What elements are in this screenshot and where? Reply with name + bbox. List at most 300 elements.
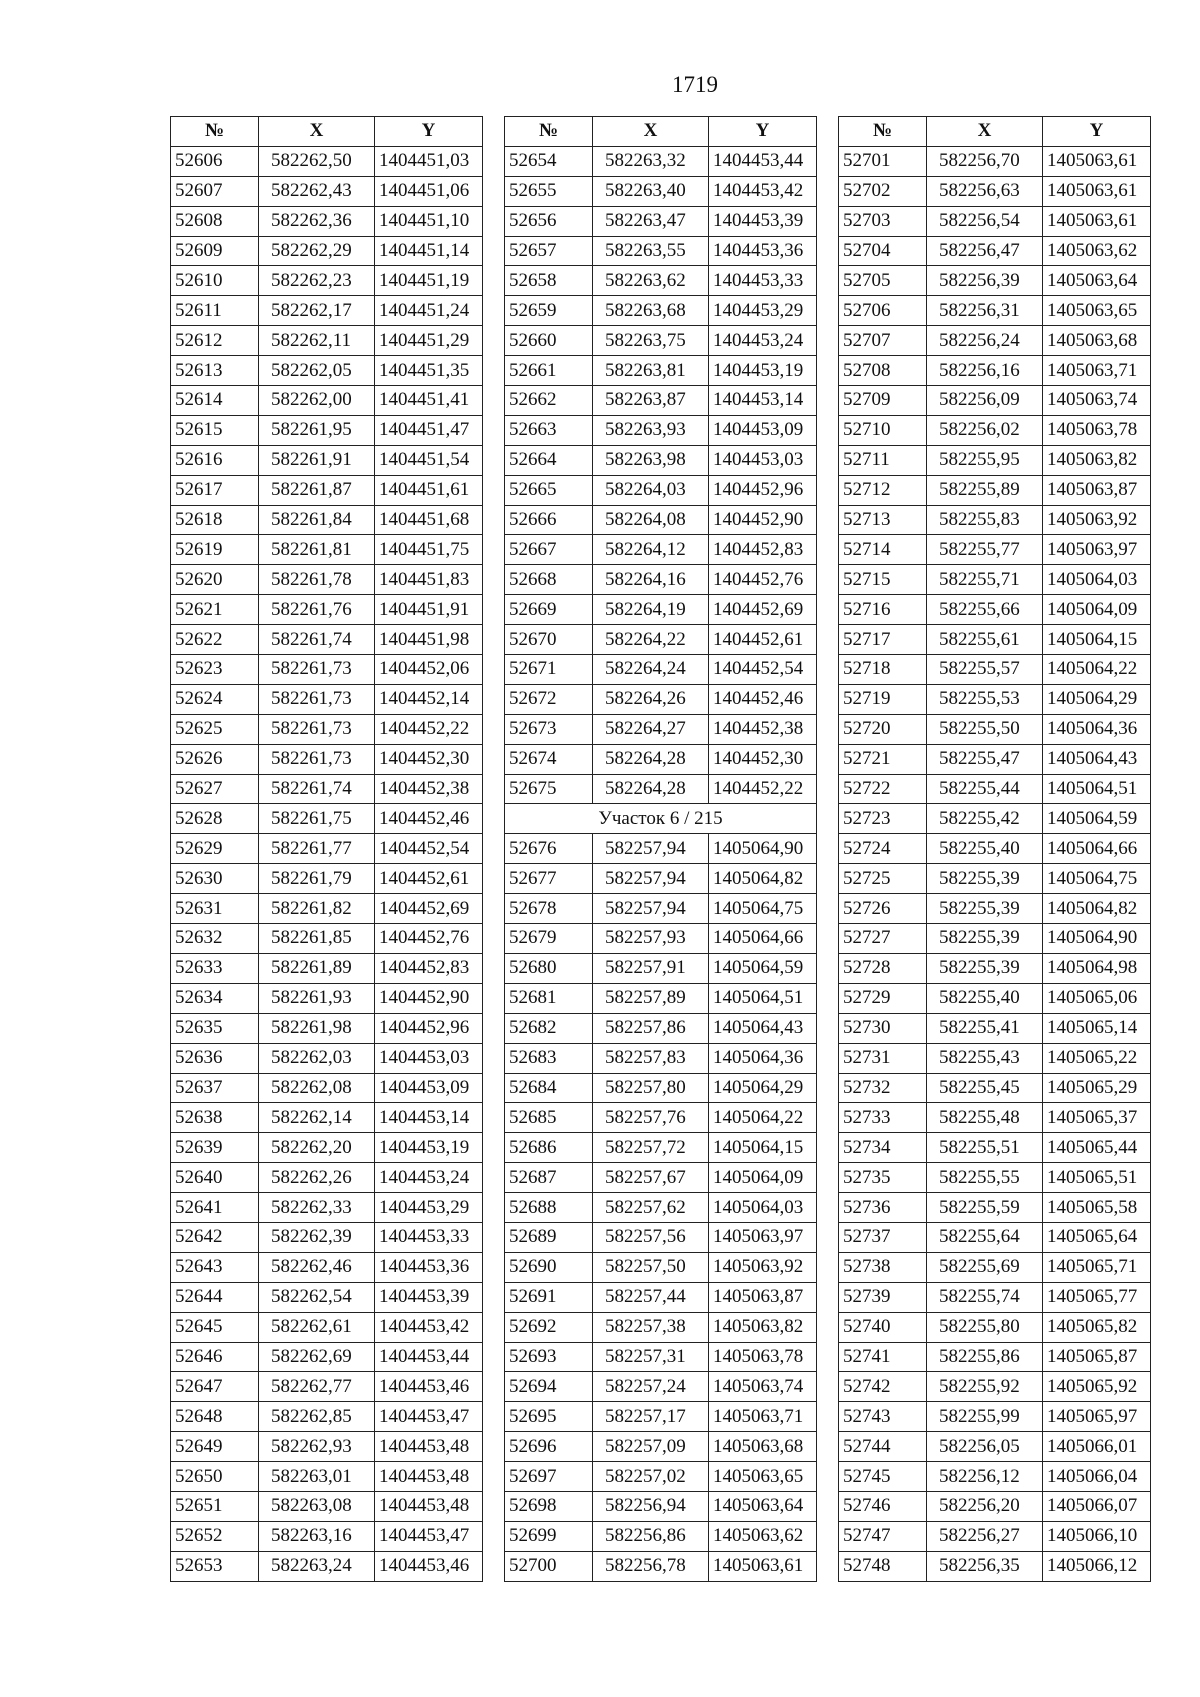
y-coordinate: 1405064,51 (1043, 774, 1151, 804)
y-coordinate: 1404451,41 (375, 386, 483, 416)
table-row (171, 1222, 483, 1252)
y-coordinate: 1404451,24 (375, 296, 483, 326)
y-coordinate: 1405065,37 (1043, 1103, 1151, 1133)
x-coordinate: 582257,24 (593, 1372, 709, 1402)
x-coordinate: 582264,03 (593, 475, 709, 505)
x-coordinate: 582255,47 (927, 744, 1043, 774)
x-coordinate: 582262,03 (259, 1043, 375, 1073)
point-number: 52659 (505, 296, 593, 326)
y-coordinate: 1404453,14 (709, 386, 817, 416)
table-row (839, 1163, 1151, 1193)
point-number: 52693 (505, 1342, 593, 1372)
x-coordinate: 582261,87 (259, 475, 375, 505)
x-coordinate: 582261,73 (259, 684, 375, 714)
table-header-row (171, 117, 483, 147)
y-coordinate: 1405063,68 (709, 1432, 817, 1462)
x-coordinate: 582263,75 (593, 326, 709, 356)
header-y: Y (375, 117, 483, 147)
y-coordinate: 1404452,76 (709, 565, 817, 595)
table-row (505, 445, 817, 475)
y-coordinate: 1404452,14 (375, 684, 483, 714)
table-row (839, 1521, 1151, 1551)
y-coordinate: 1405063,82 (709, 1312, 817, 1342)
table-row (839, 505, 1151, 535)
y-coordinate: 1405065,06 (1043, 983, 1151, 1013)
table-row (171, 386, 483, 416)
table-row (505, 1282, 817, 1312)
point-number: 52650 (171, 1462, 259, 1492)
point-number: 52678 (505, 894, 593, 924)
table-row (839, 1491, 1151, 1521)
y-coordinate: 1405064,82 (709, 864, 817, 894)
y-coordinate: 1405064,51 (709, 983, 817, 1013)
x-coordinate: 582262,50 (259, 146, 375, 176)
table-header-row (839, 117, 1151, 147)
point-number: 52609 (171, 236, 259, 266)
point-number: 52631 (171, 894, 259, 924)
x-coordinate: 582255,86 (927, 1342, 1043, 1372)
x-coordinate: 582263,68 (593, 296, 709, 326)
table-row (171, 176, 483, 206)
x-coordinate: 582256,02 (927, 415, 1043, 445)
point-number: 52713 (839, 505, 927, 535)
point-number: 52652 (171, 1521, 259, 1551)
y-coordinate: 1405064,43 (1043, 744, 1151, 774)
point-number: 52691 (505, 1282, 593, 1312)
table-row (171, 1521, 483, 1551)
point-number: 52743 (839, 1402, 927, 1432)
y-coordinate: 1405063,74 (709, 1372, 817, 1402)
x-coordinate: 582257,31 (593, 1342, 709, 1372)
point-number: 52621 (171, 595, 259, 625)
x-coordinate: 582264,22 (593, 625, 709, 655)
y-coordinate: 1404453,09 (375, 1073, 483, 1103)
x-coordinate: 582261,78 (259, 565, 375, 595)
y-coordinate: 1405063,61 (1043, 146, 1151, 176)
x-coordinate: 582255,39 (927, 894, 1043, 924)
point-number: 52723 (839, 804, 927, 834)
y-coordinate: 1405064,03 (1043, 565, 1151, 595)
table-row (505, 206, 817, 236)
x-coordinate: 582257,89 (593, 983, 709, 1013)
x-coordinate: 582255,74 (927, 1282, 1043, 1312)
point-number: 52746 (839, 1491, 927, 1521)
y-coordinate: 1404451,47 (375, 415, 483, 445)
x-coordinate: 582262,54 (259, 1282, 375, 1312)
point-number: 52612 (171, 326, 259, 356)
x-coordinate: 582262,23 (259, 266, 375, 296)
y-coordinate: 1404452,76 (375, 924, 483, 954)
y-coordinate: 1404451,35 (375, 356, 483, 386)
x-coordinate: 582256,78 (593, 1551, 709, 1581)
x-coordinate: 582261,74 (259, 774, 375, 804)
table-row (839, 655, 1151, 685)
point-number: 52662 (505, 386, 593, 416)
y-coordinate: 1404453,44 (375, 1342, 483, 1372)
y-coordinate: 1405063,92 (709, 1252, 817, 1282)
y-coordinate: 1404451,54 (375, 445, 483, 475)
x-coordinate: 582257,56 (593, 1222, 709, 1252)
point-number: 52697 (505, 1462, 593, 1492)
table-body (505, 146, 817, 1581)
y-coordinate: 1405065,71 (1043, 1252, 1151, 1282)
x-coordinate: 582261,76 (259, 595, 375, 625)
point-number: 52739 (839, 1282, 927, 1312)
point-number: 52701 (839, 146, 927, 176)
y-coordinate: 1404452,90 (375, 983, 483, 1013)
point-number: 52666 (505, 505, 593, 535)
table-row (839, 1372, 1151, 1402)
table-row (839, 176, 1151, 206)
table-row (171, 326, 483, 356)
y-coordinate: 1405064,03 (709, 1193, 817, 1223)
y-coordinate: 1404453,47 (375, 1402, 483, 1432)
table-row (839, 475, 1151, 505)
y-coordinate: 1405066,10 (1043, 1521, 1151, 1551)
table-row (505, 1462, 817, 1492)
table-row (171, 236, 483, 266)
table-row (505, 1551, 817, 1581)
y-coordinate: 1404452,22 (375, 714, 483, 744)
table-body (839, 146, 1151, 1581)
point-number: 52726 (839, 894, 927, 924)
x-coordinate: 582255,40 (927, 983, 1043, 1013)
y-coordinate: 1404452,90 (709, 505, 817, 535)
point-number: 52620 (171, 565, 259, 595)
table-row (839, 1013, 1151, 1043)
table-row (505, 953, 817, 983)
y-coordinate: 1405064,66 (709, 924, 817, 954)
point-number: 52700 (505, 1551, 593, 1581)
point-number: 52669 (505, 595, 593, 625)
point-number: 52722 (839, 774, 927, 804)
table-row (171, 894, 483, 924)
x-coordinate: 582261,74 (259, 625, 375, 655)
y-coordinate: 1405066,01 (1043, 1432, 1151, 1462)
x-coordinate: 582255,95 (927, 445, 1043, 475)
point-number: 52731 (839, 1043, 927, 1073)
x-coordinate: 582262,00 (259, 386, 375, 416)
y-coordinate: 1404452,61 (375, 864, 483, 894)
x-coordinate: 582255,80 (927, 1312, 1043, 1342)
table-row (839, 266, 1151, 296)
table-row (839, 1252, 1151, 1282)
table-row (839, 894, 1151, 924)
x-coordinate: 582255,40 (927, 834, 1043, 864)
point-number: 52738 (839, 1252, 927, 1282)
x-coordinate: 582261,73 (259, 744, 375, 774)
x-coordinate: 582255,51 (927, 1133, 1043, 1163)
x-coordinate: 582255,53 (927, 684, 1043, 714)
x-coordinate: 582262,26 (259, 1163, 375, 1193)
point-number: 52674 (505, 744, 593, 774)
y-coordinate: 1405064,15 (709, 1133, 817, 1163)
y-coordinate: 1404453,09 (709, 415, 817, 445)
point-number: 52740 (839, 1312, 927, 1342)
point-number: 52619 (171, 535, 259, 565)
point-number: 52624 (171, 684, 259, 714)
table-row (171, 206, 483, 236)
point-number: 52643 (171, 1252, 259, 1282)
y-coordinate: 1405064,15 (1043, 625, 1151, 655)
y-coordinate: 1405063,71 (709, 1402, 817, 1432)
point-number: 52734 (839, 1133, 927, 1163)
x-coordinate: 582262,69 (259, 1342, 375, 1372)
x-coordinate: 582256,70 (927, 146, 1043, 176)
y-coordinate: 1404452,83 (375, 953, 483, 983)
y-coordinate: 1405063,61 (1043, 206, 1151, 236)
y-coordinate: 1404453,39 (709, 206, 817, 236)
point-number: 52709 (839, 386, 927, 416)
table-row (839, 1402, 1151, 1432)
x-coordinate: 582261,73 (259, 714, 375, 744)
table-row (505, 684, 817, 714)
table-row (839, 1342, 1151, 1372)
table-row (171, 266, 483, 296)
point-number: 52692 (505, 1312, 593, 1342)
table-row (505, 266, 817, 296)
point-number: 52625 (171, 714, 259, 744)
y-coordinate: 1404452,54 (375, 834, 483, 864)
point-number: 52653 (171, 1551, 259, 1581)
point-number: 52679 (505, 924, 593, 954)
point-number: 52660 (505, 326, 593, 356)
point-number: 52710 (839, 415, 927, 445)
point-number: 52689 (505, 1222, 593, 1252)
x-coordinate: 582263,47 (593, 206, 709, 236)
point-number: 52634 (171, 983, 259, 1013)
y-coordinate: 1405064,22 (709, 1103, 817, 1133)
table-row (505, 1103, 817, 1133)
coordinates-table-1 (170, 116, 483, 1582)
point-number: 52719 (839, 684, 927, 714)
y-coordinate: 1404452,83 (709, 535, 817, 565)
x-coordinate: 582257,94 (593, 894, 709, 924)
y-coordinate: 1405063,65 (1043, 296, 1151, 326)
x-coordinate: 582264,19 (593, 595, 709, 625)
point-number: 52630 (171, 864, 259, 894)
table-row (171, 475, 483, 505)
table-row (505, 1193, 817, 1223)
table-row (839, 386, 1151, 416)
y-coordinate: 1404452,06 (375, 655, 483, 685)
x-coordinate: 582255,69 (927, 1252, 1043, 1282)
x-coordinate: 582261,95 (259, 415, 375, 445)
point-number: 52647 (171, 1372, 259, 1402)
x-coordinate: 582256,16 (927, 356, 1043, 386)
point-number: 52639 (171, 1133, 259, 1163)
x-coordinate: 582255,83 (927, 505, 1043, 535)
table-row (505, 356, 817, 386)
point-number: 52741 (839, 1342, 927, 1372)
y-coordinate: 1404452,54 (709, 655, 817, 685)
x-coordinate: 582255,39 (927, 924, 1043, 954)
y-coordinate: 1405066,04 (1043, 1462, 1151, 1492)
y-coordinate: 1404452,30 (709, 744, 817, 774)
point-number: 52657 (505, 236, 593, 266)
x-coordinate: 582263,62 (593, 266, 709, 296)
point-number: 52688 (505, 1193, 593, 1223)
x-coordinate: 582261,79 (259, 864, 375, 894)
y-coordinate: 1405063,74 (1043, 386, 1151, 416)
y-coordinate: 1404453,29 (709, 296, 817, 326)
y-coordinate: 1405065,92 (1043, 1372, 1151, 1402)
table-row (171, 804, 483, 834)
y-coordinate: 1404452,96 (709, 475, 817, 505)
point-number: 52656 (505, 206, 593, 236)
table-row (171, 774, 483, 804)
y-coordinate: 1404453,42 (709, 176, 817, 206)
table-row (505, 894, 817, 924)
point-number: 52681 (505, 983, 593, 1013)
section-row (505, 804, 817, 834)
y-coordinate: 1404453,48 (375, 1462, 483, 1492)
x-coordinate: 582262,33 (259, 1193, 375, 1223)
table-row (839, 236, 1151, 266)
x-coordinate: 582255,41 (927, 1013, 1043, 1043)
point-number: 52703 (839, 206, 927, 236)
point-number: 52736 (839, 1193, 927, 1223)
point-number: 52682 (505, 1013, 593, 1043)
y-coordinate: 1404452,30 (375, 744, 483, 774)
table-row (839, 415, 1151, 445)
y-coordinate: 1404453,47 (375, 1521, 483, 1551)
x-coordinate: 582256,39 (927, 266, 1043, 296)
x-coordinate: 582255,57 (927, 655, 1043, 685)
table-row (505, 595, 817, 625)
point-number: 52615 (171, 415, 259, 445)
table-row (505, 834, 817, 864)
table-row (839, 924, 1151, 954)
point-number: 52732 (839, 1073, 927, 1103)
x-coordinate: 582255,66 (927, 595, 1043, 625)
x-coordinate: 582262,36 (259, 206, 375, 236)
table-row (839, 1073, 1151, 1103)
y-coordinate: 1405063,62 (1043, 236, 1151, 266)
x-coordinate: 582256,86 (593, 1521, 709, 1551)
x-coordinate: 582262,77 (259, 1372, 375, 1402)
x-coordinate: 582255,42 (927, 804, 1043, 834)
y-coordinate: 1405063,87 (709, 1282, 817, 1312)
table-row (839, 445, 1151, 475)
y-coordinate: 1405065,29 (1043, 1073, 1151, 1103)
point-number: 52608 (171, 206, 259, 236)
x-coordinate: 582263,01 (259, 1462, 375, 1492)
point-number: 52671 (505, 655, 593, 685)
point-number: 52658 (505, 266, 593, 296)
y-coordinate: 1404453,03 (375, 1043, 483, 1073)
y-coordinate: 1404453,48 (375, 1491, 483, 1521)
y-coordinate: 1404451,19 (375, 266, 483, 296)
table-row (171, 625, 483, 655)
point-number: 52676 (505, 834, 593, 864)
y-coordinate: 1405064,75 (709, 894, 817, 924)
y-coordinate: 1405063,87 (1043, 475, 1151, 505)
x-coordinate: 582261,91 (259, 445, 375, 475)
x-coordinate: 582257,72 (593, 1133, 709, 1163)
x-coordinate: 582255,77 (927, 535, 1043, 565)
point-number: 52635 (171, 1013, 259, 1043)
table-row (839, 684, 1151, 714)
table-row (839, 714, 1151, 744)
y-coordinate: 1404451,14 (375, 236, 483, 266)
table-row (171, 1133, 483, 1163)
table-row (839, 1462, 1151, 1492)
y-coordinate: 1404453,48 (375, 1432, 483, 1462)
table-row (839, 1312, 1151, 1342)
table-row (171, 505, 483, 535)
y-coordinate: 1405064,98 (1043, 953, 1151, 983)
x-coordinate: 582261,82 (259, 894, 375, 924)
point-number: 52733 (839, 1103, 927, 1133)
x-coordinate: 582257,62 (593, 1193, 709, 1223)
y-coordinate: 1405064,36 (709, 1043, 817, 1073)
y-coordinate: 1404452,46 (709, 684, 817, 714)
y-coordinate: 1404451,06 (375, 176, 483, 206)
x-coordinate: 582256,63 (927, 176, 1043, 206)
point-number: 52617 (171, 475, 259, 505)
table-row (171, 1551, 483, 1581)
table-row (839, 744, 1151, 774)
table-row (839, 356, 1151, 386)
point-number: 52704 (839, 236, 927, 266)
table-row (505, 1312, 817, 1342)
x-coordinate: 582262,05 (259, 356, 375, 386)
x-coordinate: 582264,16 (593, 565, 709, 595)
x-coordinate: 582256,35 (927, 1551, 1043, 1581)
table-row (171, 684, 483, 714)
table-row (505, 1163, 817, 1193)
y-coordinate: 1405065,22 (1043, 1043, 1151, 1073)
point-number: 52684 (505, 1073, 593, 1103)
table-row (839, 535, 1151, 565)
x-coordinate: 582257,83 (593, 1043, 709, 1073)
y-coordinate: 1404453,29 (375, 1193, 483, 1223)
y-coordinate: 1404451,75 (375, 535, 483, 565)
y-coordinate: 1404451,03 (375, 146, 483, 176)
table-row (839, 146, 1151, 176)
x-coordinate: 582257,38 (593, 1312, 709, 1342)
x-coordinate: 582261,93 (259, 983, 375, 1013)
table-row (505, 415, 817, 445)
header-number: № (505, 117, 593, 147)
table-row (171, 1402, 483, 1432)
point-number: 52607 (171, 176, 259, 206)
y-coordinate: 1405063,62 (709, 1521, 817, 1551)
y-coordinate: 1404451,68 (375, 505, 483, 535)
y-coordinate: 1405064,22 (1043, 655, 1151, 685)
x-coordinate: 582263,32 (593, 146, 709, 176)
table-row (171, 834, 483, 864)
y-coordinate: 1405063,64 (1043, 266, 1151, 296)
x-coordinate: 582255,39 (927, 864, 1043, 894)
point-number: 52644 (171, 1282, 259, 1312)
table-row (505, 535, 817, 565)
table-row (171, 595, 483, 625)
x-coordinate: 582264,26 (593, 684, 709, 714)
point-number: 52642 (171, 1222, 259, 1252)
x-coordinate: 582262,61 (259, 1312, 375, 1342)
y-coordinate: 1405064,90 (709, 834, 817, 864)
y-coordinate: 1404452,22 (709, 774, 817, 804)
x-coordinate: 582256,20 (927, 1491, 1043, 1521)
point-number: 52654 (505, 146, 593, 176)
point-number: 52622 (171, 625, 259, 655)
table-row (171, 1073, 483, 1103)
table-row (505, 1402, 817, 1432)
point-number: 52737 (839, 1222, 927, 1252)
y-coordinate: 1405063,78 (1043, 415, 1151, 445)
